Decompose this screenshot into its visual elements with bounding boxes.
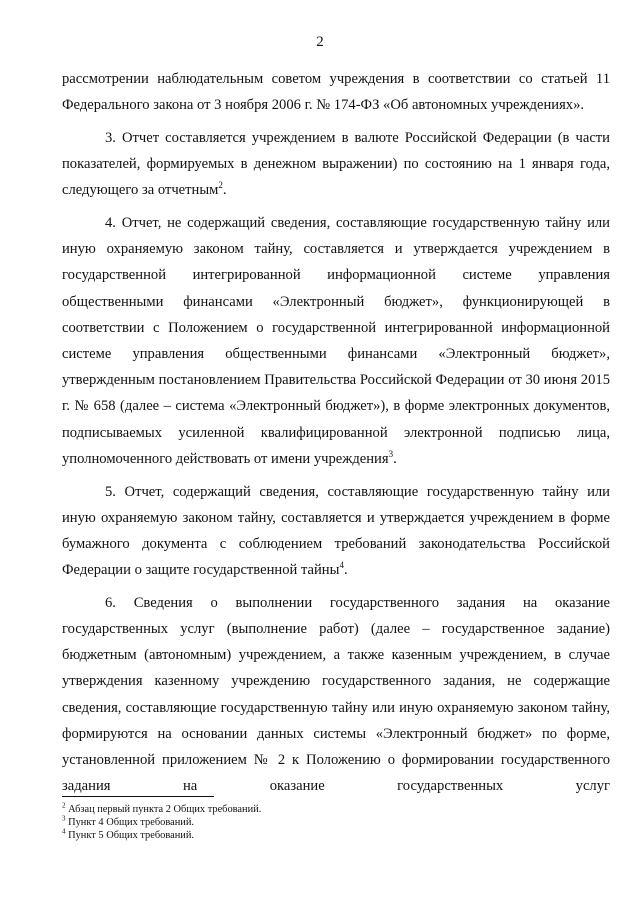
footnote-reference[interactable]: 4 [339, 560, 344, 571]
footnote-text: Пункт 5 Общих требований. [68, 829, 194, 841]
paragraph-item-6 [62, 590, 610, 800]
footnote-number: 3 [62, 814, 66, 823]
footnotes [62, 801, 582, 842]
paragraph-text: 6. Сведения о выполнении государственного задания на оказание государственных услуг (выполнение работ) (далее – государственное задание) бюджетным (автономным) учреждением, а также казенным учреждением, в случае утверждения казенному учреждению государственного задания, не содержащие сведения, составляющие государственную тайну или иную охраняемую законом тайну, формируются на основании данных системы «Электронный бюджет» по форме, установленной приложением № 2 к Положению о формировании государственного задания на оказание государственных услуг [62, 594, 610, 795]
footnote-reference[interactable]: 2 [218, 180, 223, 191]
footnote-item [62, 801, 582, 817]
footnote-text: Пункт 4 Общих требований. [68, 816, 194, 828]
paragraph-continuation [62, 66, 610, 118]
footnote-number: 4 [62, 827, 66, 836]
footnote-item [62, 827, 582, 843]
paragraph-item-3: 3. Отчет составляется учреждением в валюте Российской Федерации (в части показателей, формируемых в денежном выражении) по состоянию на 1 января года, следующего за отчетным$^2$. [62, 129, 610, 199]
paragraph-item-5: 5. Отчет, содержащий сведения, составляющие государственную тайну или иную охраняемую законом тайну, составляется и утверждается учреждением в форме бумажного документа с соблюдением требований законодательства Российской Федерации о защите государственной тайны$^4$. [62, 483, 610, 579]
footnote-item [62, 814, 582, 830]
paragraph-text: 5. Отчет, содержащий сведения, составляющие государственную тайну или иную охраняемую законом тайну, составляется и утверждается учреждением в форме бумажного документа с соблюдением требований законодательства Российской Федерации о защите государственной тайны [62, 483, 610, 579]
document-body [62, 66, 610, 806]
paragraph-item-4: 4. Отчет, не содержащий сведения, составляющие государственную тайну или иную охраняемую законом тайну, составляется и утверждается учреждением в государственной интегрированной информационной системе управления общественными финансами «Электронный бюджет», функционирующей в соответствии с Положением о государственной интегрированной информационной системе управления общественными финансами «Электронный бюджет», утвержденным постановлением Правительства Российской Федерации от 30 июня 2015 г. № 658 (далее – система «Электронный бюджет»), в форме электронных документов, подписываемых усиленной квалифицированной электронной подписью лица, уполномоченного действовать от имени учреждения$^3$. [62, 215, 610, 467]
page-number: 2 [316, 34, 324, 50]
paragraph-text: рассмотрении наблюдательным советом учреждения в соответствии со статьей 11 Федерального закона от 3 ноября 2006 г. № 174-ФЗ «Об автономных учреждениях». [62, 71, 610, 114]
paragraph-text: 4. Отчет, не содержащий сведения, составляющие государственную тайну или иную охраняемую законом тайну, составляется и утверждается учреждением в государственной интегрированной информационной системе управления общественными финансами «Электронный бюджет», функционирующей в соответствии с Положением о государственной интегрированной информационной системе управления общественными финансами «Электронный бюджет», утвержденным постановлением Правительства Российской Федерации от 30 июня 2015 г. № 658 (далее – система «Электронный бюджет»), в форме электронных документов, подписываемых усиленной квалифицированной электронной подписью лица, уполномоченного действовать от имени учреждения [62, 215, 610, 467]
footnote-text: Абзац первый пункта 2 Общих требований. [68, 804, 262, 815]
footnote-separator [62, 796, 214, 797]
footnote-reference[interactable]: 3 [388, 448, 394, 459]
footnote-number: 2 [62, 801, 66, 810]
paragraph-text: 3. Отчет составляется учреждением в валюте Российской Федерации (в части показателей, формируемых в денежном выражении) по состоянию на 1 января года, следующего за отчетным [62, 129, 610, 199]
